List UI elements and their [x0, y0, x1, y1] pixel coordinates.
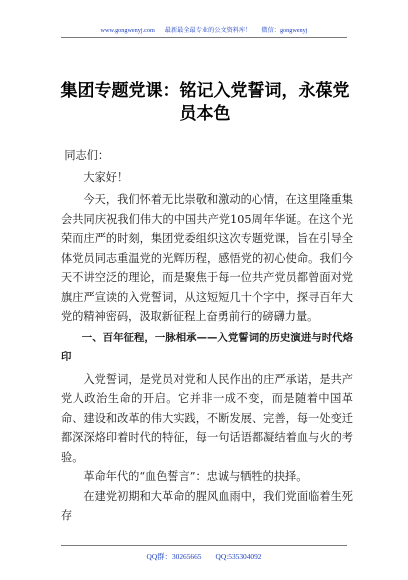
salutation: 同志们： [64, 149, 110, 162]
footer-divider [61, 545, 347, 546]
section-heading: 一、百年征程，一脉相承——入党誓词的历史演进与时代烙印 [61, 331, 353, 363]
intro-paragraph: 今天，我们怀着无比崇敬和激动的心情，在这里隆重集会共同庆祝我们伟大的中国共产党105周年华诞。在这个光荣而庄严的时刻，集团党委组织这次专题党课，旨在引导全体党员同志重温党的光辉历程，感悟党的初心使命。我们今天不讲空泛的理论，而是聚焦于每一位共产党员都曾面对党旗庄严宣读的入党誓词，从这短短几十个字中，探寻百年大党的精神密码，汲取新征程上奋勇前行的磅礴力量。 [61, 193, 353, 323]
page-footer [64, 551, 344, 562]
header-divider [61, 37, 347, 38]
header-website[interactable]: www.gongwenyj.com [100, 27, 155, 34]
footer-qq-group: QQ群：30265665 [146, 552, 202, 561]
section-paragraph: 革命年代的“血色誓言”：忠诚与牺牲的抉择。 [83, 470, 308, 483]
header-slogan: 最新最全最专业的公文资料库！ [164, 27, 252, 34]
page-header [64, 25, 344, 34]
footer-qq: QQ:535304092 [215, 552, 262, 561]
greeting: 大家好！ [83, 170, 129, 184]
document-body [61, 146, 353, 526]
header-wechat: 微信：gongwenyj [261, 27, 308, 34]
document-title: 集团专题党课：铭记入党誓词，永葆党员本色 [60, 81, 350, 124]
section-paragraph: 在建党初期和大革命的腥风血雨中，我们党面临着生死存 [61, 489, 353, 522]
section-paragraph: 入党誓词，是党员对党和人民作出的庄严承诺，是共产党人政治生命的开启。它并非一成不变，而是随着中国革命、建设和改革的伟大实践，不断发展、完善，每一处变迁都深深烙印着时代的特征，每一句话语都凝结着血与火的考验。 [61, 372, 353, 464]
